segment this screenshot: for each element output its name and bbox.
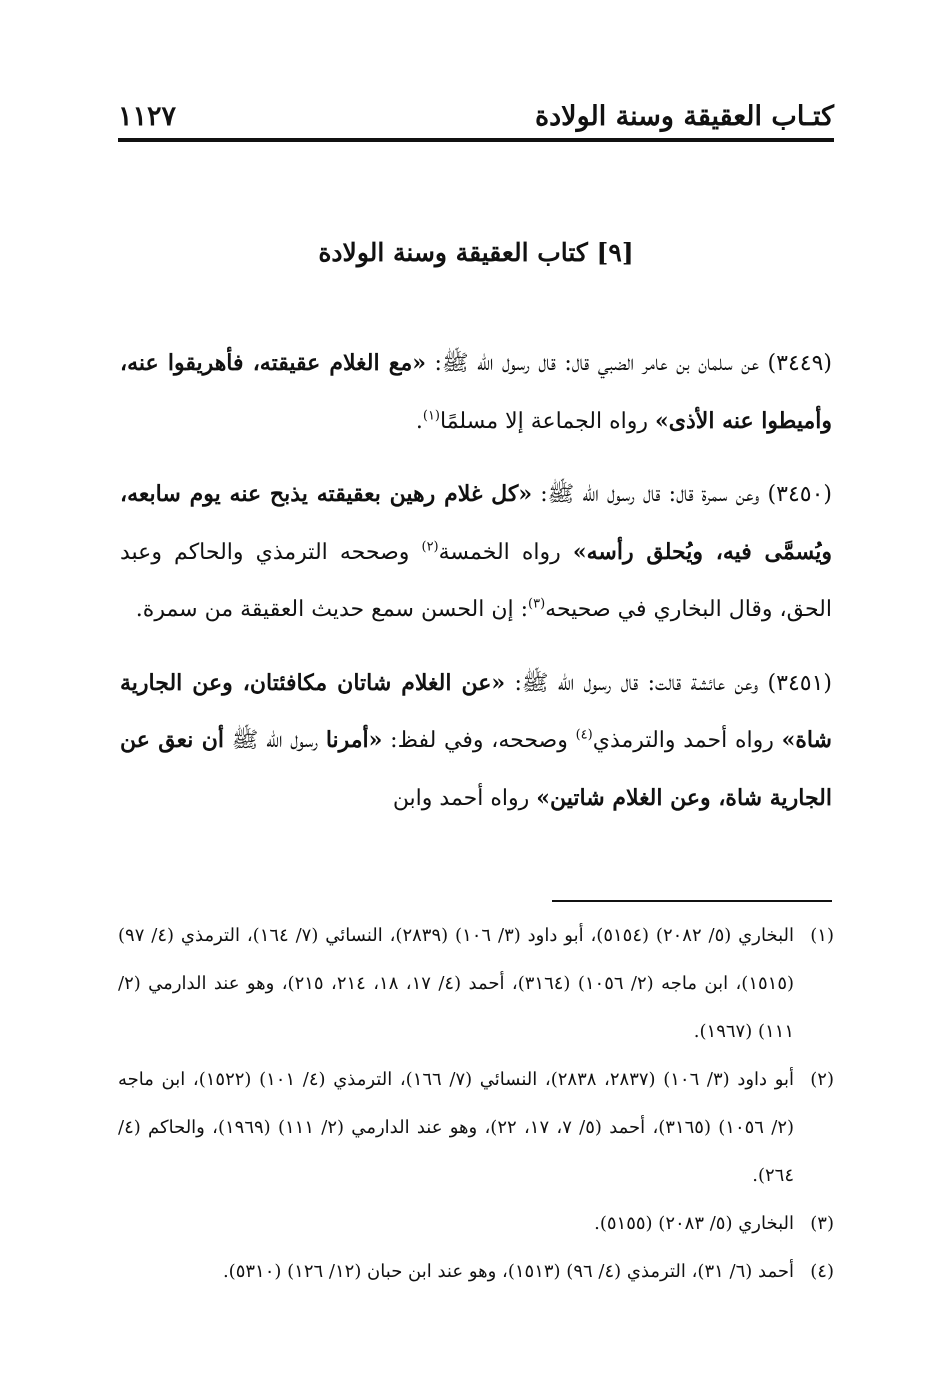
chapter-title: [٩] كتاب العقيقة وسنة الولادة <box>318 238 634 267</box>
hadith-text: وصححه الترمذي والحاكم وعبد الحق، وقال البخاري في صحيحه <box>120 539 832 622</box>
footnote-number: (١) <box>810 925 834 946</box>
footnote-text: أبو داود (٣/ ١٠٦) (٢٨٣٧، ٢٨٣٨)، النسائي (٧/ ١٦٦)، الترمذي (٤/ ١٠١) (١٥٢٢)، ابن ماجه (٢/ ١٠٥٦) (٣١٦٥)، أحمد (٥/ ٧، ١٧، ٢٢)، وهو عند الدارمي (٢/ ١١١) (١٩٦٩)، والحاكم (٤/ ٢٦٤). <box>118 1069 795 1186</box>
hadith-text: رواه الخمسة <box>438 539 573 565</box>
hadith-paragraph <box>120 466 832 639</box>
footnote-item <box>118 1200 834 1248</box>
hadith-quote: «عن الغلام شاتان مكافئتان، وعن الجارية شاة» <box>120 669 832 753</box>
hadith-text: رواه الجماعة إلا مسلمًا <box>440 408 655 434</box>
hadith-paragraph <box>120 655 832 828</box>
page-header <box>118 92 834 142</box>
hadith-text: وصححه، وفي لفظ: <box>382 728 576 753</box>
hadith-number: (٣٤٥٠) <box>767 482 832 507</box>
hadith-text: وعن سمرة قال: قال رسول الله ﷺ: <box>532 482 768 507</box>
footnotes <box>118 912 834 1296</box>
hadith-number: (٣٤٥١) <box>767 670 832 696</box>
hadith-quote: «أمرنا <box>325 727 383 753</box>
footnote-divider <box>552 900 832 902</box>
footnote-text: البخاري (٥/ ٢٠٨٣) (٥١٥٥). <box>594 1213 794 1234</box>
footnote-ref: (٤) <box>575 727 593 743</box>
footnote-number: (٢) <box>810 1069 834 1090</box>
hadith-quote: «مع الغلام عقيقته، فأهريقوا عنه، وأميطوا عنه الأذى» <box>120 350 832 434</box>
hadith-text: رواه أحمد والترمذي <box>592 728 782 753</box>
hadith-text: عن سلمان بن عامر الضبي قال: قال رسول الله ﷺ: <box>426 351 768 376</box>
footnote-ref: (١) <box>422 408 440 424</box>
footnote-item <box>118 1248 834 1296</box>
footnote-item <box>118 912 834 1056</box>
footnote-text: البخاري (٥/ ٢٠٨٢) (٥١٥٤)، أبو داود (٣/ ١٠٦) (٢٨٣٩)، النسائي (٧/ ١٦٤)، الترمذي (٤/ ٩٧) (١٥١٥)، ابن ماجه (٢/ ١٠٥٦) (٣١٦٤)، أحمد (٤/ ١٧، ١٨، ٢١٤، ٢١٥)، وهو عند الدارمي (٢/ ١١١) (١٩٦٧). <box>118 925 795 1042</box>
hadith-paragraph <box>120 335 832 450</box>
footnote-item <box>118 1056 834 1200</box>
hadith-text: وعن عائشة قالت: قال رسول الله ﷺ: <box>505 670 768 696</box>
page-number: ١١٢٧ <box>118 101 177 132</box>
hadith-text: رسول الله ﷺ <box>224 728 326 753</box>
footnote-number: (٣) <box>810 1213 834 1234</box>
hadith-quote: أن نعق عن الجارية شاة، وعن الغلام شاتين» <box>120 727 832 811</box>
running-title: كتـاب العقيقة وسنة الولادة <box>535 101 834 132</box>
footnote-ref: (٣) <box>528 596 546 612</box>
footnote-number: (٤) <box>810 1261 834 1282</box>
footnote-text: أحمد (٦/ ٣١)، الترمذي (٤/ ٩٦) (١٥١٣)، وهو عند ابن حبان (١٢/ ١٢٦) (٥٣١٠). <box>222 1261 794 1282</box>
hadith-text: رواه أحمد وابن <box>392 785 537 811</box>
footnote-ref: (٢) <box>421 539 439 555</box>
main-text <box>120 335 832 843</box>
hadith-text: . <box>415 408 423 434</box>
hadith-text: : إن الحسن سمع حديث العقيقة من سمرة. <box>135 597 529 622</box>
hadith-quote: «كل غلام رهين بعقيقته يذبح عنه يوم سابعه، ويُسمَّى فيه، ويُحلق رأسه» <box>120 481 832 565</box>
hadith-number: (٣٤٤٩) <box>767 351 832 376</box>
